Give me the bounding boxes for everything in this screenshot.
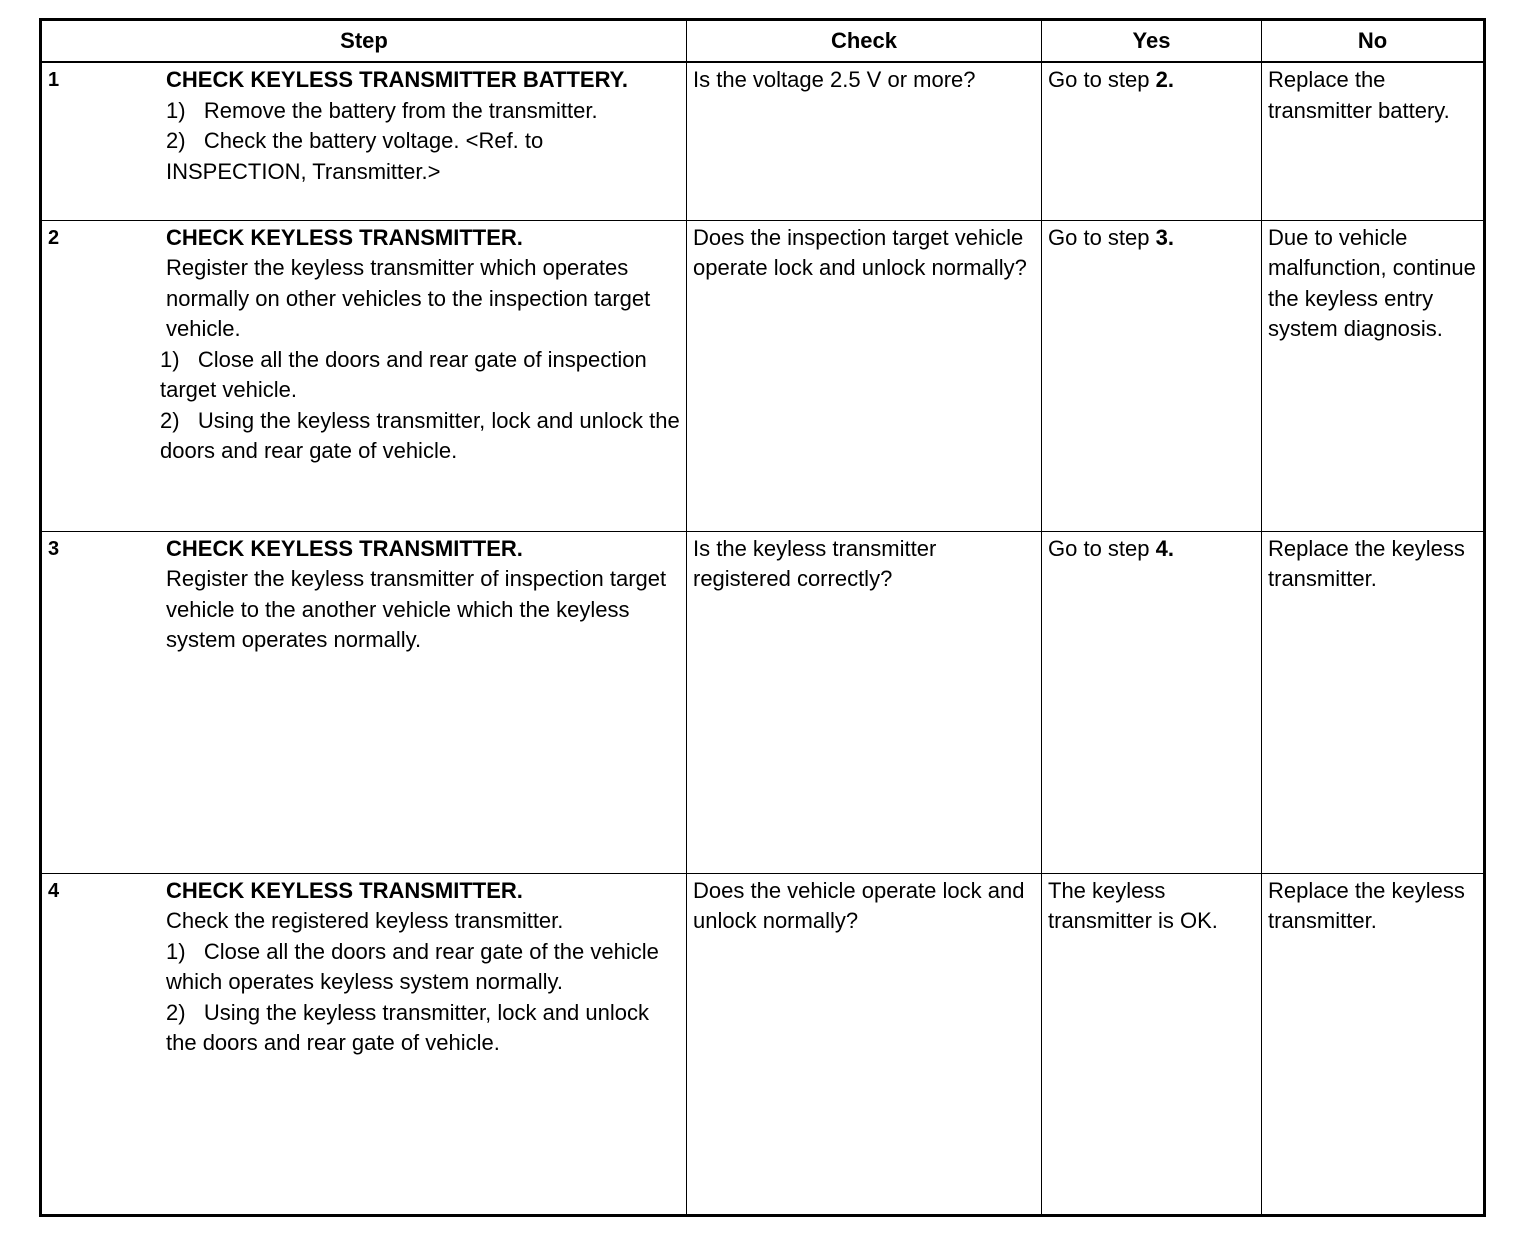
no-cell [1262, 220, 1485, 531]
step-instruction: 2) Using the keyless transmitter, lock and unlock the doors and rear gate of vehicle. [166, 999, 656, 1056]
step-cell [41, 531, 687, 873]
step-number: 3 [48, 537, 60, 560]
step-body [160, 221, 686, 467]
check-text: Is the voltage 2.5 V or more? [693, 67, 976, 92]
step-instruction: 2) Using the keyless transmitter, lock and unlock the doors and rear gate of vehicle. [160, 407, 686, 464]
step-cell [41, 873, 687, 1215]
step-instruction: Register the keyless transmitter of inspection target vehicle to the another vehicle which the keyless system operates normally. [166, 566, 673, 653]
step-title: CHECK KEYLESS TRANSMITTER BATTERY. [166, 67, 629, 92]
no-cell [1262, 873, 1485, 1215]
no-cell [1262, 531, 1485, 873]
check-cell [687, 531, 1042, 873]
yes-text [1042, 63, 1261, 96]
yes-cell [1042, 62, 1262, 220]
yes-result: The keyless transmitter is OK. [1048, 877, 1218, 934]
step-instruction: 2) Check the battery voltage. <Ref. to INSPECTION, Transmitter.> [166, 128, 550, 184]
no-text: Due to vehicle malfunction, continue the keyless entry system diagnosis. [1268, 224, 1476, 342]
step-instruction: 1) Close all the doors and rear gate of inspection target vehicle. [160, 346, 653, 403]
no-text: Replace the transmitter battery. [1268, 67, 1450, 123]
yes-text [1042, 532, 1261, 565]
yes-cell [1042, 220, 1262, 531]
step-title: CHECK KEYLESS TRANSMITTER. [166, 877, 523, 903]
check-cell [687, 873, 1042, 1215]
check-text: Does the inspection target vehicle operate lock and unlock normally? [693, 224, 1027, 281]
header-step: Step [41, 20, 687, 63]
check-text: Is the keyless transmitter registered correctly? [693, 535, 937, 592]
yes-prefix: Go to step [1048, 67, 1156, 92]
yes-text [1042, 874, 1261, 937]
step-instruction: 1) Remove the battery from the transmitter. [166, 97, 598, 123]
no-text: Replace the keyless transmitter. [1268, 877, 1465, 934]
step-instruction: Check the registered keyless transmitter. [166, 908, 564, 934]
step-title: CHECK KEYLESS TRANSMITTER. [166, 535, 523, 561]
step-cell [41, 220, 687, 531]
table-row [41, 62, 1485, 220]
table-row [41, 220, 1485, 531]
diagnostic-table [39, 18, 1486, 1217]
step-number: 4 [48, 879, 60, 902]
no-text: Replace the keyless transmitter. [1268, 535, 1465, 592]
step-number: 1 [48, 69, 60, 91]
step-instruction: Register the keyless transmitter which operates normally on other vehicles to the inspection target vehicle. [166, 255, 657, 342]
header-row [41, 20, 1485, 63]
yes-prefix: Go to step [1048, 224, 1156, 250]
yes-step-ref: 3. [1155, 224, 1174, 250]
table-row [41, 873, 1485, 1215]
step-body [166, 63, 686, 187]
step-instruction: 1) Close all the doors and rear gate of the vehicle which operates keyless system normally. [166, 938, 665, 995]
yes-text [1042, 221, 1261, 254]
check-text: Does the vehicle operate lock and unlock normally? [693, 877, 1025, 934]
table-row [41, 531, 1485, 873]
yes-step-ref: 4. [1155, 535, 1174, 561]
check-cell [687, 220, 1042, 531]
check-cell [687, 62, 1042, 220]
yes-prefix: Go to step [1048, 535, 1156, 561]
step-cell [41, 62, 687, 220]
step-body [166, 874, 686, 1059]
yes-cell [1042, 873, 1262, 1215]
diagnostic-table-container [39, 18, 1483, 1217]
yes-step-ref: 2. [1155, 67, 1174, 92]
yes-cell [1042, 531, 1262, 873]
header-yes: Yes [1042, 20, 1262, 63]
step-body [166, 532, 686, 656]
header-no: No [1262, 20, 1485, 63]
step-number: 2 [48, 226, 60, 249]
step-title: CHECK KEYLESS TRANSMITTER. [166, 224, 523, 250]
header-check: Check [687, 20, 1042, 63]
no-cell [1262, 62, 1485, 220]
